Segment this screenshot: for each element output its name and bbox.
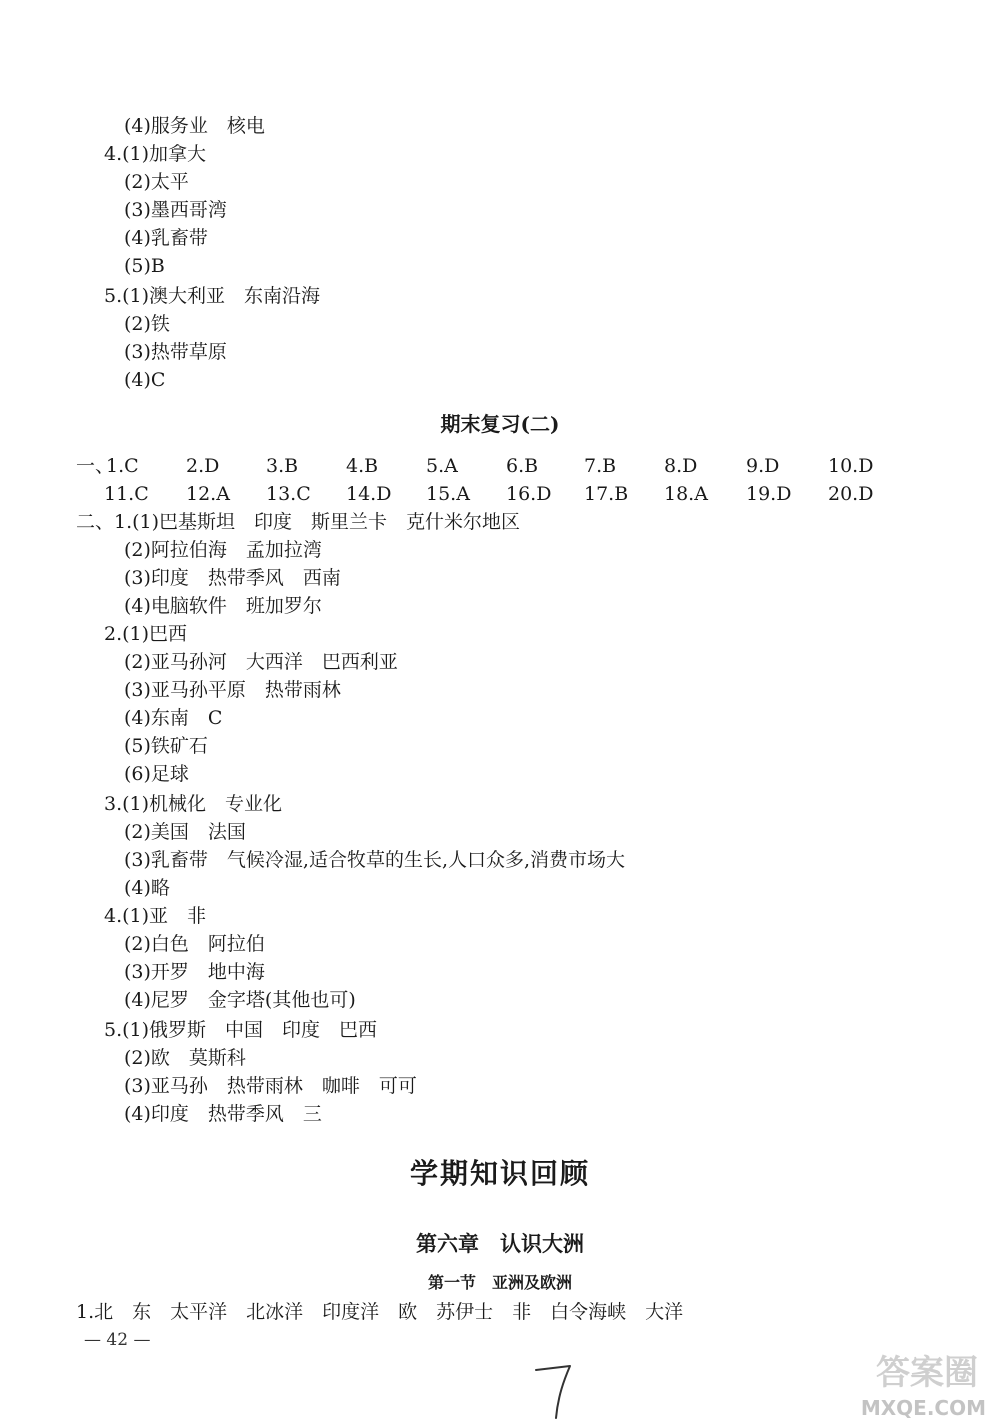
answer-line: (4)东南 C — [124, 707, 223, 729]
answer-line: 4.(1)加拿大 — [104, 143, 207, 165]
answer-line: 5.(1)澳大利亚 东南沿海 — [104, 285, 321, 307]
handwritten-mark — [530, 1362, 580, 1422]
answer-line: 5.(1)俄罗斯 中国 印度 巴西 — [104, 1019, 378, 1041]
watermark-text: MXQE.COM — [860, 1396, 986, 1420]
answer-line: (4)尼罗 金字塔(其他也可) — [124, 989, 356, 1011]
choice-answer: 12.A — [186, 483, 230, 505]
period-review-heading: 期末复习(二) — [440, 412, 560, 436]
choice-answer: 2.D — [186, 455, 220, 477]
choice-answer: 16.D — [506, 483, 552, 505]
choice-answer: 3.B — [266, 455, 299, 477]
choice-answer: 15.A — [426, 483, 470, 505]
answer-line: (3)乳畜带 气候冷湿,适合牧草的生长,人口众多,消费市场大 — [124, 849, 626, 871]
watermark — [816, 1340, 986, 1420]
answer-line: 3.(1)机械化 专业化 — [104, 793, 283, 815]
answer-line: (4)电脑软件 班加罗尔 — [124, 595, 322, 617]
answer-line: (4)印度 热带季风 三 — [124, 1103, 322, 1125]
answer-line: (5)B — [124, 255, 165, 277]
answer-line: (3)亚马孙平原 热带雨林 — [124, 679, 341, 701]
section-heading: 第一节 亚洲及欧洲 — [427, 1273, 572, 1292]
choice-answer: 11.C — [104, 483, 149, 505]
answer-line: (2)亚马孙河 大西洋 巴西利亚 — [124, 651, 398, 673]
answer-line: 1.北 东 太平洋 北冰洋 印度洋 欧 苏伊士 非 白令海峡 大洋 — [76, 1301, 684, 1323]
choice-answer: 20.D — [828, 483, 874, 505]
choice-prefix: 一、 — [76, 455, 115, 477]
answer-line: (2)太平 — [124, 171, 189, 193]
answer-line: (3)亚马孙 热带雨林 咖啡 可可 — [124, 1075, 417, 1097]
choice-answer: 19.D — [746, 483, 792, 505]
answer-line: (4)C — [124, 369, 166, 391]
choice-answer: 13.C — [266, 483, 311, 505]
page-number: — 42 — — [84, 1330, 151, 1350]
answer-line: (3)开罗 地中海 — [124, 961, 265, 983]
answer-line: (3)热带草原 — [124, 341, 227, 363]
answer-line: 二、1.(1)巴基斯坦 印度 斯里兰卡 克什米尔地区 — [76, 511, 521, 533]
answer-line: (4)乳畜带 — [124, 227, 208, 249]
answer-line: 4.(1)亚 非 — [104, 905, 207, 927]
answer-line: (2)白色 阿拉伯 — [124, 933, 265, 955]
answer-line: (3)墨西哥湾 — [124, 199, 227, 221]
watermark-logo: 答案圈 — [876, 1353, 978, 1393]
answer-line: (2)欧 莫斯科 — [124, 1047, 246, 1069]
answer-line: (5)铁矿石 — [124, 735, 208, 757]
answer-line: (3)印度 热带季风 西南 — [124, 567, 341, 589]
choice-answer: 9.D — [746, 455, 780, 477]
choice-answer: 14.D — [346, 483, 392, 505]
semester-review-heading: 学期知识回顾 — [409, 1157, 590, 1190]
chapter-heading: 第六章 认识大洲 — [416, 1231, 584, 1256]
answer-line: (4)略 — [124, 877, 170, 899]
answer-line: (2)美国 法国 — [124, 821, 246, 843]
choice-answer: 7.B — [584, 455, 617, 477]
answer-line: (2)阿拉伯海 孟加拉湾 — [124, 539, 322, 561]
choice-answer: 4.B — [346, 455, 379, 477]
answer-line: (4)服务业 核电 — [124, 115, 265, 137]
answer-line: 2.(1)巴西 — [104, 623, 188, 645]
choice-answer: 18.A — [664, 483, 708, 505]
choice-answer: 1.C — [106, 455, 139, 477]
choice-answer: 6.B — [506, 455, 539, 477]
choice-answer: 5.A — [426, 455, 458, 477]
choice-answer: 17.B — [584, 483, 629, 505]
choice-answer: 10.D — [828, 455, 874, 477]
answer-line: (2)铁 — [124, 313, 170, 335]
choice-answer: 8.D — [664, 455, 698, 477]
answer-line: (6)足球 — [124, 763, 189, 785]
